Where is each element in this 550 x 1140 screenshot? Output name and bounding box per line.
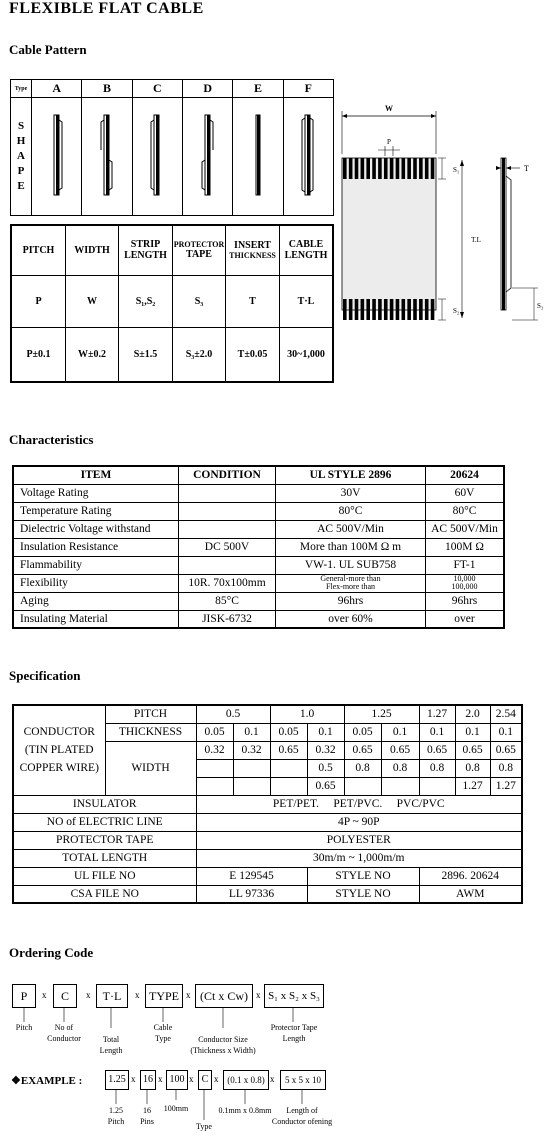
char-item: Aging: [13, 592, 179, 610]
pitch-value: 2.54: [490, 705, 522, 723]
conductor-stripe: [361, 299, 365, 320]
width-value: 0.32: [307, 741, 344, 759]
param-tolerance: S±1.5: [119, 327, 173, 382]
example-box-length: 100: [166, 1070, 188, 1090]
pitch-value: 2.0: [455, 705, 490, 723]
order-caption-type: Cable Type: [153, 1023, 173, 1043]
order-x: x: [135, 990, 140, 1000]
width-value: 0.65: [419, 741, 455, 759]
param-symbol: P: [11, 275, 66, 327]
char-ul: General-more than Flex-more than: [276, 574, 426, 592]
param-symbol: S₃: [173, 275, 226, 327]
cable-pattern-heading: Cable Pattern: [9, 42, 87, 57]
char-header-item: ITEM: [13, 466, 179, 484]
order-caption-conductor: No of Conductor: [47, 1023, 81, 1043]
characteristics-table: [12, 465, 505, 629]
order-box-pitch: P: [12, 984, 36, 1008]
total-length-label: TOTAL LENGTH: [13, 849, 196, 867]
conductor-stripe: [366, 299, 370, 320]
width-value: 0.8: [455, 759, 490, 777]
param-symbol: T: [226, 275, 280, 327]
order-caption-protector-tape: Protector Tape Length: [270, 1023, 318, 1043]
char-20624: AC 500V/Min: [426, 520, 505, 538]
conductor-stripe: [361, 158, 365, 179]
char-item: Flexibility: [13, 574, 179, 592]
shape-e: [233, 98, 283, 216]
example-box-pitch: 1.25: [105, 1070, 129, 1090]
pitch-value: 1.27: [419, 705, 455, 723]
shape-b: [82, 98, 132, 216]
param-header-pitch: PITCH: [11, 225, 66, 275]
conductor-stripe: [349, 158, 353, 179]
conductor-stripe: [384, 158, 388, 179]
width-value: [381, 777, 419, 795]
conductor-stripe: [425, 299, 429, 320]
order-x: x: [42, 990, 47, 1000]
type-c: C: [132, 80, 182, 98]
char-header-condition: CONDITION: [179, 466, 276, 484]
style-no-label: STYLE NO: [307, 867, 419, 885]
char-20624: over: [426, 610, 505, 628]
char-ul: More than 100M Ω m: [276, 538, 426, 556]
page-title: FLEXIBLE FLAT CABLE: [9, 0, 204, 17]
example-label: ❖EXAMPLE :: [11, 1075, 83, 1087]
conductor-stripe: [425, 158, 429, 179]
conductor-stripe: [384, 299, 388, 320]
order-box-conductor: C: [53, 984, 77, 1008]
param-header-insert-thickness: INSERT THICKNESS: [226, 225, 280, 275]
type-d: D: [182, 80, 232, 98]
p-label: P: [387, 138, 391, 146]
char-ul: VW-1. UL SUB758: [276, 556, 426, 574]
order-box-total-length: T·L: [96, 984, 128, 1008]
width-value: 0.65: [381, 741, 419, 759]
conductor-stripe: [407, 299, 411, 320]
width-value: 1.27: [490, 777, 522, 795]
shape-a: [32, 98, 82, 216]
type-e: E: [233, 80, 283, 98]
shape-f: [283, 98, 333, 216]
protector-tape-label: PROTECTOR TAPE: [13, 831, 196, 849]
width-value: 0.32: [196, 741, 233, 759]
param-header-strip-length: STRIP LENGTH: [119, 225, 173, 275]
electric-line-value: 4P ~ 90P: [196, 813, 522, 831]
thickness-value: 0.1: [455, 723, 490, 741]
example-caption-conductor-size: 0.1mm x 0.8mm: [218, 1106, 272, 1115]
conductor-stripe: [355, 299, 359, 320]
char-ul: 30V: [276, 484, 426, 502]
char-condition: [179, 556, 276, 574]
type-label: Type: [11, 80, 32, 98]
example-box-protector: 5 x 5 x 10: [280, 1070, 326, 1090]
conductor-stripe: [372, 299, 376, 320]
example-caption-type: Type: [196, 1122, 212, 1131]
conductor-stripe: [366, 158, 370, 179]
width-value: 0.8: [381, 759, 419, 777]
char-ul: 96hrs: [276, 592, 426, 610]
conductor-stripe: [419, 158, 423, 179]
thickness-value: 0.05: [196, 723, 233, 741]
conductor-stripe: [402, 158, 406, 179]
char-item: Temperature Rating: [13, 502, 179, 520]
param-tolerance: T±0.05: [226, 327, 280, 382]
csa-file-value: LL 97336: [196, 885, 307, 903]
cable-dimension-diagram: [338, 96, 548, 332]
char-ul: AC 500V/Min: [276, 520, 426, 538]
order-box-conductor-size: (Ct x Cw): [195, 984, 253, 1008]
w-label: W: [385, 104, 393, 113]
char-item: Insulation Resistance: [13, 538, 179, 556]
width-label: WIDTH: [105, 741, 196, 795]
conductor-stripe: [343, 299, 347, 320]
param-header-cable-length: CABLE LENGTH: [280, 225, 334, 275]
order-x: x: [158, 1074, 163, 1084]
shape-label: S H A P E: [11, 98, 32, 216]
char-condition: [179, 484, 276, 502]
ordering-code-heading: Ordering Code: [9, 945, 94, 960]
width-value: 0.32: [233, 741, 270, 759]
char-item: Dielectric Voltage withstand: [13, 520, 179, 538]
width-value: 0.65: [307, 777, 344, 795]
thickness-value: 0.1: [381, 723, 419, 741]
param-symbol: S₁,S₂: [119, 275, 173, 327]
char-condition: [179, 520, 276, 538]
param-symbol: W: [66, 275, 119, 327]
conductor-stripe: [372, 158, 376, 179]
ul-style-value: 2896. 20624: [419, 867, 522, 885]
order-x: x: [270, 1074, 275, 1084]
shape-d: [182, 98, 232, 216]
example-caption-pitch: 1.25 Pitch: [107, 1106, 125, 1126]
width-value: 0.65: [455, 741, 490, 759]
type-a: A: [32, 80, 82, 98]
thickness-value: 0.05: [270, 723, 307, 741]
char-condition: DC 500V: [179, 538, 276, 556]
conductor-stripe: [343, 158, 347, 179]
example-box-pins: 16: [140, 1070, 156, 1090]
conductor-stripe: [390, 299, 394, 320]
csa-style-value: AWM: [419, 885, 522, 903]
order-box-type: TYPE: [145, 984, 183, 1008]
conductor-stripe: [390, 158, 394, 179]
specification-table: [12, 704, 523, 904]
conductor-stripe: [402, 299, 406, 320]
specification-heading: Specification: [9, 668, 81, 683]
order-x: x: [131, 1074, 136, 1084]
char-20624: 80°C: [426, 502, 505, 520]
width-value: [233, 759, 270, 777]
width-value: 0.5: [307, 759, 344, 777]
conductor-stripe: [349, 299, 353, 320]
order-x: x: [186, 990, 191, 1000]
width-value: [196, 777, 233, 795]
example-box-type: C: [198, 1070, 212, 1090]
width-value: [270, 759, 307, 777]
conductor-stripe: [413, 158, 417, 179]
char-ul: over 60%: [276, 610, 426, 628]
insulator-value: PET/PET. PET/PVC. PVC/PVC: [196, 795, 522, 813]
char-condition: JISK-6732: [179, 610, 276, 628]
thickness-value: 0.1: [490, 723, 522, 741]
order-x: x: [256, 990, 261, 1000]
width-value: 1.27: [455, 777, 490, 795]
char-20624: 10,000 100,000: [426, 574, 505, 592]
width-value: [233, 777, 270, 795]
conductor-stripe: [431, 299, 435, 320]
char-header-ul: UL STYLE 2896: [276, 466, 426, 484]
example-caption-protector: Length of Conductor ofening: [271, 1106, 333, 1126]
char-20624: 100M Ω: [426, 538, 505, 556]
s3-label: S₃: [537, 302, 544, 310]
width-value: [196, 759, 233, 777]
width-value: [344, 777, 381, 795]
conductor-label: CONDUCTOR (TIN PLATED COPPER WIRE): [13, 705, 105, 795]
width-value: [419, 777, 455, 795]
width-value: 0.8: [419, 759, 455, 777]
type-f: F: [283, 80, 333, 98]
param-symbol: T·L: [280, 275, 334, 327]
csa-file-label: CSA FILE NO: [13, 885, 196, 903]
pitch-value: 0.5: [196, 705, 270, 723]
characteristics-heading: Characteristics: [9, 432, 94, 447]
conductor-stripe: [378, 158, 382, 179]
width-value: [270, 777, 307, 795]
s2-label: S₂: [453, 307, 460, 315]
width-value: 0.8: [344, 759, 381, 777]
thickness-value: 0.1: [233, 723, 270, 741]
char-ul: 80°C: [276, 502, 426, 520]
char-item: Insulating Material: [13, 610, 179, 628]
conductor-stripe: [413, 299, 417, 320]
ul-file-value: E 129545: [196, 867, 307, 885]
param-tolerance: P±0.1: [11, 327, 66, 382]
conductor-stripe: [355, 158, 359, 179]
char-20624: 60V: [426, 484, 505, 502]
param-tolerance: W±0.2: [66, 327, 119, 382]
char-condition: [179, 502, 276, 520]
example-caption-length: 100mm: [163, 1104, 189, 1113]
param-tolerance: S₃±2.0: [173, 327, 226, 382]
conductor-stripe: [407, 158, 411, 179]
conductor-stripe: [396, 299, 400, 320]
order-x: x: [189, 1074, 194, 1084]
thickness-value: 0.1: [419, 723, 455, 741]
conductor-stripe: [378, 299, 382, 320]
conductor-stripe: [396, 158, 400, 179]
order-x: x: [86, 990, 91, 1000]
width-value: 0.65: [270, 741, 307, 759]
example-box-conductor-size: (0.1 x 0.8): [223, 1070, 269, 1090]
example-caption-pins: 16 Pins: [140, 1106, 154, 1126]
thickness-label: THICKNESS: [105, 723, 196, 741]
ul-file-label: UL FILE NO: [13, 867, 196, 885]
param-header-width: WIDTH: [66, 225, 119, 275]
electric-line-label: NO of ELECTRIC LINE: [13, 813, 196, 831]
thickness-value: 0.1: [307, 723, 344, 741]
tl-label: T.L: [471, 236, 481, 244]
thickness-value: 0.05: [344, 723, 381, 741]
param-header-protector-tape: PROTECTOR TAPE: [173, 225, 226, 275]
order-caption-total-length: Total Length: [99, 1035, 123, 1055]
conductor-stripe: [431, 158, 435, 179]
insulator-label: INSULATOR: [13, 795, 196, 813]
char-condition: 10R. 70x100mm: [179, 574, 276, 592]
width-value: 0.65: [344, 741, 381, 759]
t-label: T: [524, 164, 529, 173]
char-item: Voltage Rating: [13, 484, 179, 502]
param-tolerance: 30~1,000: [280, 327, 334, 382]
order-box-protector-tape: S₁ x S₂ x S₃: [264, 984, 324, 1008]
order-caption-pitch: Pitch: [15, 1023, 33, 1032]
s1-label: S₁: [453, 166, 460, 174]
char-item: Flammability: [13, 556, 179, 574]
type-b: B: [82, 80, 132, 98]
total-length-value: 30m/m ~ 1,000m/m: [196, 849, 522, 867]
order-x: x: [214, 1074, 219, 1084]
cable-pattern-table: [10, 79, 334, 216]
pitch-value: 1.25: [344, 705, 419, 723]
char-header-20624: 20624: [426, 466, 505, 484]
order-caption-conductor-size: Conductor Size (Thickness x Width): [190, 1035, 256, 1055]
cable-parameter-table: [10, 224, 334, 383]
char-condition: 85°C: [179, 592, 276, 610]
conductor-stripe: [419, 299, 423, 320]
width-value: 0.8: [490, 759, 522, 777]
char-20624: FT-1: [426, 556, 505, 574]
style-no-label: STYLE NO: [307, 885, 419, 903]
protector-tape-value: POLYESTER: [196, 831, 522, 849]
pitch-value: 1.0: [270, 705, 344, 723]
pitch-label: PITCH: [105, 705, 196, 723]
char-20624: 96hrs: [426, 592, 505, 610]
width-value: 0.65: [490, 741, 522, 759]
shape-c: [132, 98, 182, 216]
